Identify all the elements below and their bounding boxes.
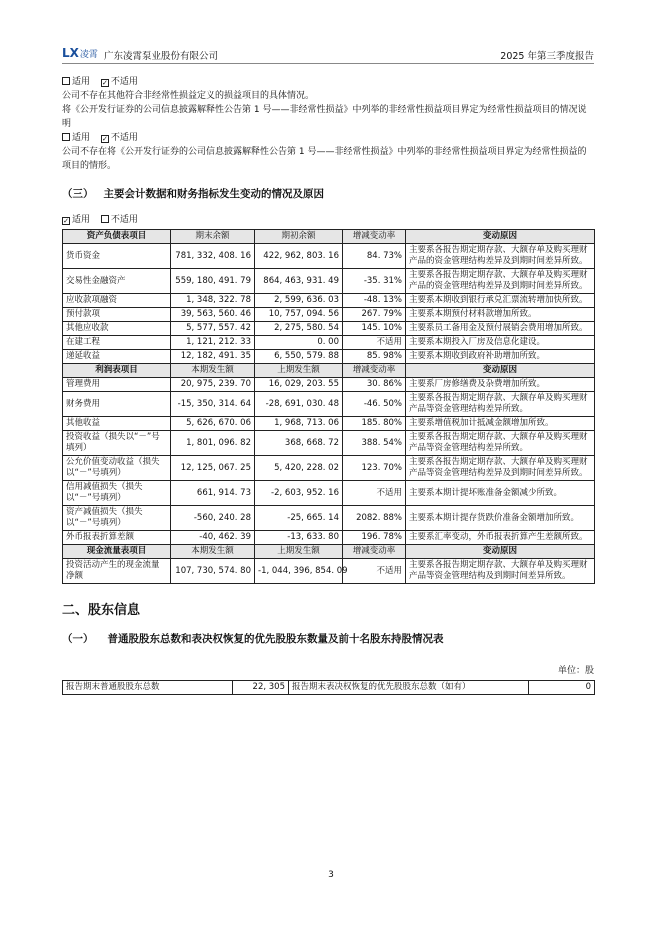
table-cell: 主要系员工备用金及预付展销会费用增加所致。: [406, 322, 595, 336]
table-cell: 145. 10%: [343, 322, 406, 336]
table-cell: 661, 914. 73: [171, 481, 255, 506]
table-cell: 在建工程: [63, 336, 171, 350]
table-header-row: [63, 545, 595, 559]
unit-label: 单位：股: [557, 666, 594, 676]
table-cell: 107, 730, 574. 80: [171, 559, 255, 584]
table-cell: 主要系各报告期定期存款、大额存单及购买理财产品等资金管理结构差异及到期时间差异所致。: [406, 456, 595, 481]
table-row: [63, 336, 595, 350]
table-cell: 应收款项融资: [63, 294, 171, 308]
table-cell: 5, 420, 228. 02: [255, 456, 343, 481]
table-row: [63, 531, 595, 545]
table-cell: 主要系各报告期定期存款、大额存单及购买理财产品等资金管理结构及到期时间差异所致。: [406, 559, 595, 584]
table-row: [63, 350, 595, 364]
table-row: [63, 506, 595, 531]
table-row: [63, 378, 595, 392]
table-cell: 388. 54%: [343, 431, 406, 456]
table-cell: 1, 801, 096. 82: [171, 431, 255, 456]
table-row: [63, 308, 595, 322]
table-header-cell: 增减变动率: [343, 545, 406, 559]
table-cell: 主要系增值税加计抵减金额增加所致。: [406, 417, 595, 431]
table-header-cell: 利润表项目: [63, 364, 171, 378]
table-cell: 781, 332, 408. 16: [171, 244, 255, 269]
subsection-shareholder-title: （一） 普通股股东总数和表决权恢复的优先股股东数量及前十名股东持股情况表: [62, 633, 444, 645]
table-cell: 主要系本期计提坏账准备金额减少所致。: [406, 481, 595, 506]
table-header-cell: 现金流量表项目: [63, 545, 171, 559]
table-cell: 1, 121, 212. 33: [171, 336, 255, 350]
table-row: [63, 322, 595, 336]
section-shareholder-title: 二、股东信息: [62, 603, 141, 618]
table-cell: 1, 348, 322. 78: [171, 294, 255, 308]
table-cell: 主要系本期收到政府补助增加所致。: [406, 350, 595, 364]
table-cell: 559, 180, 491. 79: [171, 269, 255, 294]
shareholder-count-table: [62, 680, 595, 695]
table-cell: 货币资金: [63, 244, 171, 269]
table-cell: 主要系本期预付材料款增加所致。: [406, 308, 595, 322]
table-cell: 196. 78%: [343, 531, 406, 545]
table-cell: 投资活动产生的现金流量净额: [63, 559, 171, 584]
table-cell: 报告期末表决权恢复的优先股股东总数（如有）: [289, 681, 529, 695]
table-cell: -1, 044, 396, 854. 09: [255, 559, 343, 584]
financial-changes-table: [62, 229, 595, 584]
table-header-cell: 期末余额: [171, 230, 255, 244]
page-content: [62, 75, 594, 695]
table-cell: 30. 86%: [343, 378, 406, 392]
table-header-cell: 增减变动率: [343, 230, 406, 244]
table-cell: -560, 240. 28: [171, 506, 255, 531]
table-header-cell: 本期发生额: [171, 364, 255, 378]
applicability-options-1: 适用 ✓ 不适用: [62, 75, 594, 89]
page-number: 3: [328, 870, 334, 880]
table-cell: 6, 550, 579. 88: [255, 350, 343, 364]
table-row: [63, 431, 595, 456]
table-row: [63, 269, 595, 294]
statement-2: 公司不存在将《公开发行证券的公司信息披露解释性公告第 1 号——非经常性损益》中列举的非经常性损益项目界定为经常性损益的项目的情形。: [62, 147, 587, 171]
table-header-cell: 资产负债表项目: [63, 230, 171, 244]
table-header-row: [63, 230, 595, 244]
table-header-cell: 增减变动率: [343, 364, 406, 378]
table-cell: -2, 603, 952. 16: [255, 481, 343, 506]
table-cell: 0: [529, 681, 595, 695]
table-cell: -25, 665. 14: [255, 506, 343, 531]
table-cell: 主要系各报告期定期存款、大额存单及购买理财产品的资金管理结构差异及到期时间差异所致。: [406, 269, 595, 294]
company-logo: LX凌霄: [62, 46, 98, 60]
section-3-title: （三） 主要会计数据和财务指标发生变动的情况及原因: [62, 188, 324, 200]
checkbox-unchecked-icon: [62, 133, 70, 141]
table-cell: 主要系本期收到银行承兑汇票流转增加快所致。: [406, 294, 595, 308]
statement-1: 公司不存在其他符合非经常性损益定义的损益项目的具体情况。: [62, 91, 315, 101]
table-cell: 主要系各报告期定期存款、大额存单及购买理财产品等资金管理结构差异所致。: [406, 431, 595, 456]
table-cell: 资产减值损失（损失以“－”号填列）: [63, 506, 171, 531]
table-cell: 信用减值损失（损失以“－”号填列）: [63, 481, 171, 506]
table-cell: 422, 962, 803. 16: [255, 244, 343, 269]
table-cell: 公允价值变动收益（损失以“－”号填列）: [63, 456, 171, 481]
table-cell: 报告期末普通股股东总数: [63, 681, 233, 695]
table-cell: 22, 305: [233, 681, 289, 695]
table-cell: 主要系厂房修缮费及杂费增加所致。: [406, 378, 595, 392]
table-cell: 20, 975, 239. 70: [171, 378, 255, 392]
table-row: [63, 417, 595, 431]
table-cell: -35. 31%: [343, 269, 406, 294]
table-cell: 管理费用: [63, 378, 171, 392]
table-header-cell: 上期发生额: [255, 364, 343, 378]
table-row: [63, 481, 595, 506]
table-cell: 不适用: [343, 481, 406, 506]
table-header-cell: 本期发生额: [171, 545, 255, 559]
table-cell: 主要系本期计提存货跌价准备金额增加所致。: [406, 506, 595, 531]
table-cell: 16, 029, 203. 55: [255, 378, 343, 392]
table-cell: 投资收益（损失以“－”号填列）: [63, 431, 171, 456]
table-header-cell: 变动原因: [406, 545, 595, 559]
table-cell: 递延收益: [63, 350, 171, 364]
table-cell: 368, 668. 72: [255, 431, 343, 456]
table-header-row: [63, 364, 595, 378]
table-cell: 主要系各报告期定期存款、大额存单及购买理财产品的资金管理结构差异及到期时间差异所致。: [406, 244, 595, 269]
table-cell: -15, 350, 314. 64: [171, 392, 255, 417]
table-cell: 主要系汇率变动，外币报表折算产生差额所致。: [406, 531, 595, 545]
company-name: 广东凌霄泵业股份有限公司: [104, 51, 219, 62]
table-cell: 预付款项: [63, 308, 171, 322]
checkbox-unchecked-icon: [62, 77, 70, 85]
table-cell: 其他收益: [63, 417, 171, 431]
table-cell: 主要系本期投入厂房及信息化建设。: [406, 336, 595, 350]
table-cell: 1, 968, 713. 06: [255, 417, 343, 431]
table-cell: 12, 125, 067. 25: [171, 456, 255, 481]
checkbox-checked-icon: ✓: [63, 217, 69, 225]
checkbox-checked-icon: ✓: [101, 79, 108, 87]
table-cell: 84. 73%: [343, 244, 406, 269]
checkbox-checked-icon: ✓: [101, 135, 108, 143]
table-row: [63, 456, 595, 481]
table-cell: 12, 182, 491. 35: [171, 350, 255, 364]
table-header-cell: 变动原因: [406, 230, 595, 244]
table-cell: -46. 50%: [343, 392, 406, 417]
table-cell: 39, 563, 560. 46: [171, 308, 255, 322]
table-cell: -28, 691, 030. 48: [255, 392, 343, 417]
table-header-cell: 期初余额: [255, 230, 343, 244]
table-cell: 10, 757, 094. 56: [255, 308, 343, 322]
page-header: [62, 43, 594, 64]
table-row: [63, 681, 595, 695]
table-cell: 123. 70%: [343, 456, 406, 481]
table-cell: 267. 79%: [343, 308, 406, 322]
table-cell: -40, 462. 39: [171, 531, 255, 545]
table-cell: -48. 13%: [343, 294, 406, 308]
table-row: [63, 294, 595, 308]
table-cell: 财务费用: [63, 392, 171, 417]
table-row: [63, 244, 595, 269]
table-cell: 864, 463, 931. 49: [255, 269, 343, 294]
table-cell: 2082. 88%: [343, 506, 406, 531]
table-row: [63, 392, 595, 417]
table-cell: 185. 80%: [343, 417, 406, 431]
table-header-cell: 变动原因: [406, 364, 595, 378]
heading-recurring-items: 将《公开发行证券的公司信息披露解释性公告第 1 号——非经常性损益》中列举的非经常性损益项目界定为经常性损益项目的情况说明: [62, 105, 587, 129]
table-cell: 主要系各报告期定期存款、大额存单及购买理财产品等资金管理结构差异所致。: [406, 392, 595, 417]
table-cell: 2, 275, 580. 54: [255, 322, 343, 336]
table-cell: 外币报表折算差额: [63, 531, 171, 545]
table-cell: 交易性金融资产: [63, 269, 171, 294]
table-cell: 85. 98%: [343, 350, 406, 364]
applicability-options-2: 适用 ✓ 不适用: [62, 131, 594, 145]
table-cell: 2, 599, 636. 03: [255, 294, 343, 308]
table-row: [63, 559, 595, 584]
table-cell: 不适用: [343, 336, 406, 350]
table-cell: 0. 00: [255, 336, 343, 350]
report-title: 2025 年第三季度报告: [500, 51, 594, 62]
applicability-options-3: ✓ 适用 不适用: [63, 215, 138, 225]
table-cell: 其他应收款: [63, 322, 171, 336]
checkbox-unchecked-icon: [101, 215, 109, 223]
table-cell: 5, 626, 670. 06: [171, 417, 255, 431]
table-cell: 不适用: [343, 559, 406, 584]
table-cell: -13, 633. 80: [255, 531, 343, 545]
table-cell: 5, 577, 557. 42: [171, 322, 255, 336]
table-header-cell: 上期发生额: [255, 545, 343, 559]
